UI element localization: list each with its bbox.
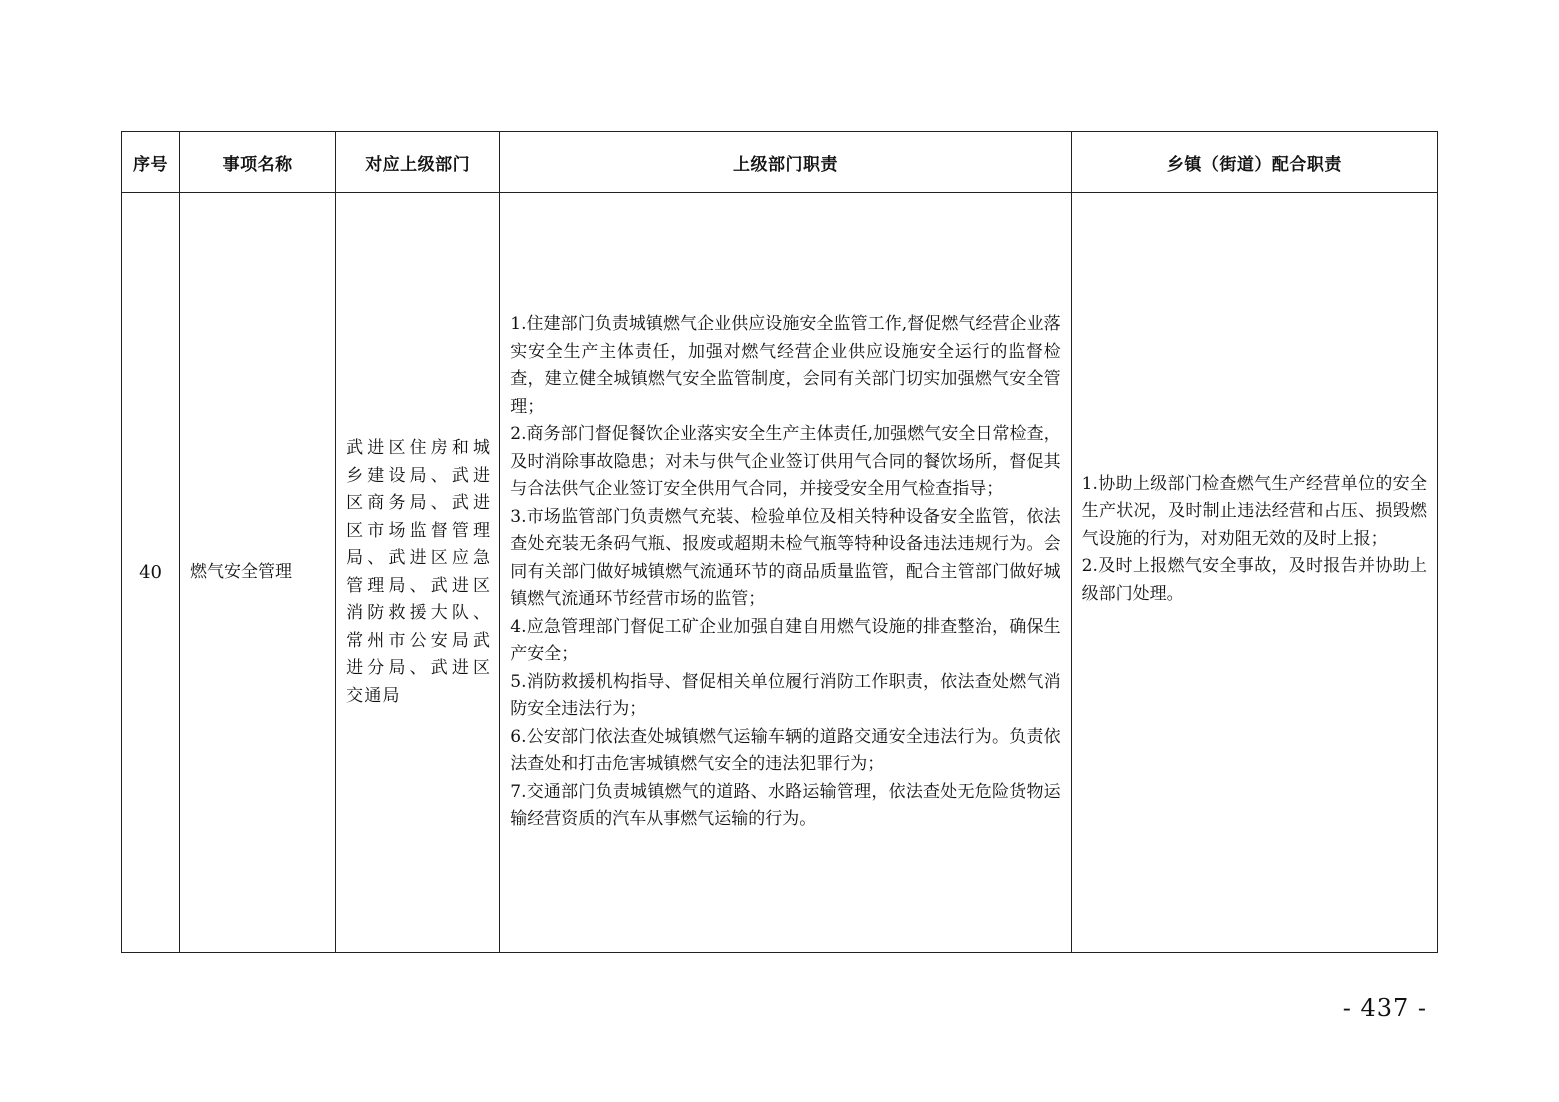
- cell-serial-number: 40: [122, 193, 180, 953]
- header-serial-number: 序号: [122, 132, 180, 193]
- coop-item-1: 1.协助上级部门检查燃气生产经营单位的安全生产状况，及时制止违法经营和占压、损毁燃气设施的行为，对劝阻无效的及时上报；: [1081, 473, 1427, 549]
- header-superior-department: 对应上级部门: [336, 132, 500, 193]
- duty-item-7: 7.交通部门负责城镇燃气的道路、水路运输管理，依法查处无危险货物运输经营资质的汽车从事燃气运输的行为。: [510, 781, 1061, 830]
- header-superior-duties: 上级部门职责: [500, 132, 1071, 193]
- header-item-name: 事项名称: [180, 132, 336, 193]
- coop-item-2: 2.及时上报燃气安全事故，及时报告并协助上级部门处理。: [1081, 556, 1427, 604]
- cell-item-name: 燃气安全管理: [180, 193, 336, 953]
- responsibility-table: [121, 131, 1438, 953]
- table-row: [122, 193, 1438, 953]
- page-number: - 437 -: [1342, 994, 1427, 1022]
- duty-item-2: 2.商务部门督促餐饮企业落实安全生产主体责任,加强燃气安全日常检查，及时消除事故隐患；对未与供气企业签订供用气合同的餐饮场所，督促其与合法供气企业签订安全供用气合同，并接受安全用气检查指导；: [510, 424, 1061, 500]
- duty-item-3: 3.市场监管部门负责燃气充装、检验单位及相关特种设备安全监管，依法查处充装无条码气瓶、报废或超期未检气瓶等特种设备违法违规行为。会同有关部门做好城镇燃气流通环节的商品质量监管，配合主管部门做好城镇燃气流通环节经营市场的监管；: [510, 506, 1061, 610]
- cell-superior-duties: [500, 193, 1071, 953]
- cell-superior-department: 武进区住房和城乡建设局、武进区商务局、武进区市场监督管理局、武进区应急管理局、武进区消防救援大队、常州市公安局武进分局、武进区交通局: [336, 193, 500, 953]
- cell-township-duties: [1071, 193, 1437, 953]
- duty-item-5: 5.消防救援机构指导、督促相关单位履行消防工作职责，依法查处燃气消防安全违法行为；: [510, 671, 1061, 720]
- duty-item-1: 1.住建部门负责城镇燃气企业供应设施安全监管工作,督促燃气经营企业落实安全生产主体责任，加强对燃气经营企业供应设施安全运行的监督检查，建立健全城镇燃气安全监管制度，会同有关部门切实加强燃气安全管理；: [510, 314, 1061, 417]
- duty-item-6: 6.公安部门依法查处城镇燃气运输车辆的道路交通安全违法行为。负责依法查处和打击危害城镇燃气安全的违法犯罪行为；: [510, 726, 1061, 775]
- duty-item-4: 4.应急管理部门督促工矿企业加强自建自用燃气设施的排查整治，确保生产安全；: [510, 616, 1061, 665]
- table-header-row: [122, 132, 1438, 193]
- header-township-duties: 乡镇（街道）配合职责: [1071, 132, 1437, 193]
